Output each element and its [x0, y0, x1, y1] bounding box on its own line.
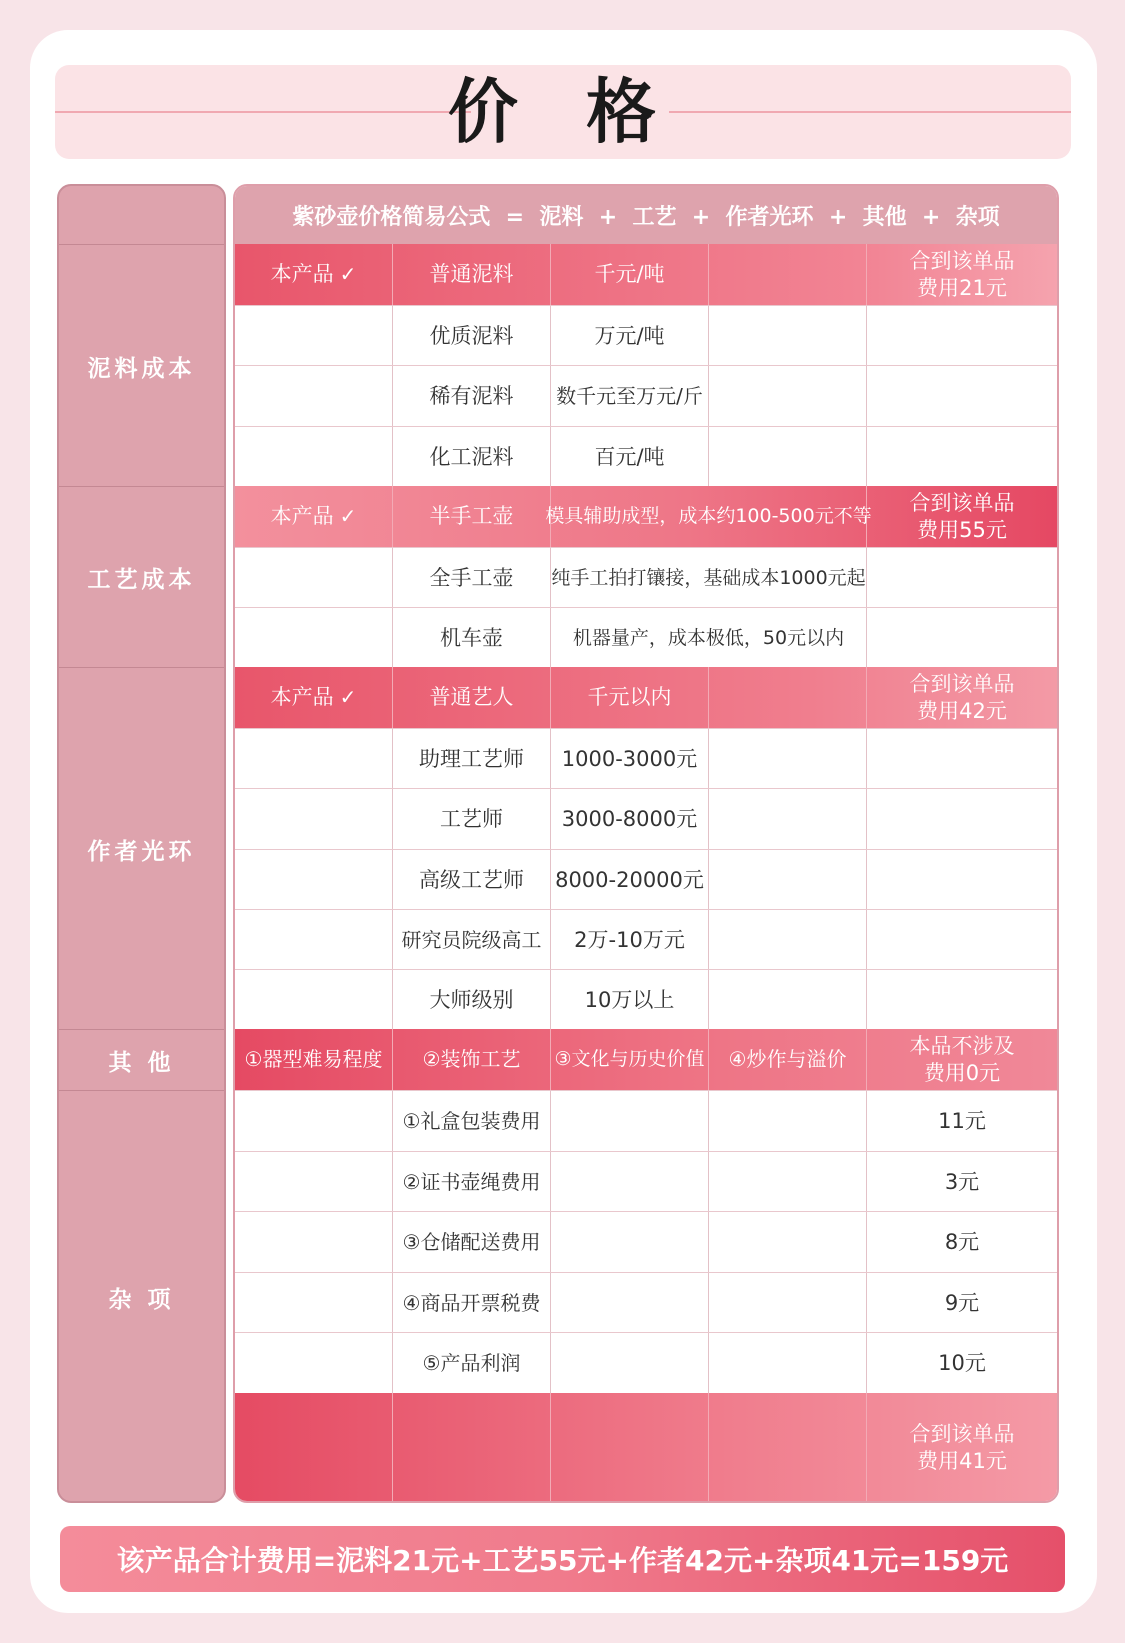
empty-cell: [709, 789, 867, 850]
empty-cell: [235, 729, 393, 789]
empty-cell: [551, 1152, 709, 1212]
craft-selected-row: [235, 486, 1057, 547]
empty-cell: [235, 1212, 393, 1273]
table-row: [235, 305, 1057, 366]
author-name: 高级工艺师: [393, 850, 551, 910]
empty-cell: [235, 1333, 393, 1394]
table-row: [235, 547, 1057, 608]
author-price: 8000-20000元: [551, 850, 709, 910]
empty-cell: [235, 608, 393, 668]
category-misc: 杂 项: [59, 1090, 224, 1503]
empty-cell: [709, 1273, 867, 1333]
other-item: ①器型难易程度: [235, 1029, 393, 1090]
author-price: 千元以内: [551, 667, 709, 728]
category-header-blank: [59, 186, 224, 244]
total-summary: 该产品合计费用=泥料21元+工艺55元+作者42元+杂项41元=159元: [60, 1526, 1065, 1592]
other-item: ④炒作与溢价: [709, 1029, 867, 1090]
craft-desc: 机器量产，成本极低，50元以内: [551, 608, 867, 668]
craft-fee-note: 合到该单品 费用55元: [909, 490, 1015, 542]
misc-fee: 11元: [938, 1109, 986, 1133]
misc-fee: 3元: [944, 1169, 980, 1194]
misc-name: ①礼盒包装费用: [393, 1091, 551, 1152]
empty-cell: [867, 548, 1057, 608]
empty-cell: [709, 1333, 867, 1394]
empty-cell: [551, 1393, 709, 1503]
empty-cell: [235, 1091, 393, 1152]
check-icon: ✓: [339, 504, 357, 528]
empty-cell: [709, 1212, 867, 1273]
author-selected-row: [235, 667, 1057, 728]
misc-name: ②证书壶绳费用: [393, 1152, 551, 1212]
empty-cell: [235, 1273, 393, 1333]
empty-cell: [709, 667, 867, 728]
category-author: 作者光环: [59, 667, 224, 1030]
author-name: 助理工艺师: [393, 729, 551, 789]
other-item: ③文化与历史价值: [551, 1029, 709, 1090]
craft-name: 全手工壶: [393, 548, 551, 608]
empty-cell: [235, 366, 393, 427]
empty-cell: [709, 306, 867, 366]
empty-cell: [235, 789, 393, 850]
misc-name: ③仓储配送费用: [393, 1212, 551, 1273]
product-label: 本产品: [270, 504, 334, 528]
clay-price: 数千元至万元/斤: [551, 366, 709, 427]
author-name: 普通艺人: [393, 667, 551, 728]
empty-cell: [709, 1091, 867, 1152]
author-price: 10万以上: [551, 970, 709, 1030]
empty-cell: [551, 1273, 709, 1333]
other-row: [235, 1029, 1057, 1090]
author-name: 大师级别: [393, 970, 551, 1030]
table-row: [235, 365, 1057, 427]
author-price: 2万-10万元: [551, 910, 709, 970]
table-row: [235, 728, 1057, 789]
table-row: [235, 1151, 1057, 1212]
misc-name: ⑤产品利润: [393, 1333, 551, 1394]
check-icon: ✓: [339, 685, 357, 709]
table-row: [235, 788, 1057, 850]
category-column: [57, 184, 226, 1503]
empty-cell: [867, 910, 1057, 970]
check-icon: ✓: [339, 262, 357, 286]
empty-cell: [709, 729, 867, 789]
table-row: [235, 426, 1057, 487]
author-name: 研究员院级高工: [393, 910, 551, 970]
page-title: 价 格: [447, 70, 679, 153]
empty-cell: [235, 910, 393, 970]
author-price: 3000-8000元: [551, 789, 709, 850]
product-label: 本产品: [270, 685, 334, 709]
price-table: [233, 184, 1059, 1503]
empty-cell: [393, 1393, 551, 1503]
empty-cell: [709, 850, 867, 910]
clay-name: 优质泥料: [393, 306, 551, 366]
title-band: [55, 65, 1071, 159]
product-marker-cell: [235, 244, 393, 305]
clay-name: 普通泥料: [393, 244, 551, 305]
empty-cell: [235, 548, 393, 608]
empty-cell: [867, 970, 1057, 1030]
empty-cell: [709, 366, 867, 427]
table-row: [235, 607, 1057, 668]
craft-desc: 纯手工拍打镶接，基础成本1000元起: [551, 548, 867, 608]
empty-cell: [235, 306, 393, 366]
category-other: 其 他: [59, 1029, 224, 1091]
misc-fee: 9元: [944, 1290, 980, 1315]
clay-selected-row: [235, 244, 1057, 305]
other-fee-note: 本品不涉及 费用0元: [909, 1033, 1015, 1085]
table-row: [235, 909, 1057, 970]
empty-cell: [551, 1333, 709, 1394]
misc-total-row: [235, 1393, 1057, 1503]
misc-fee-note: 合到该单品 费用41元: [909, 1422, 1015, 1473]
empty-cell: [709, 427, 867, 487]
misc-fee: 8元: [944, 1230, 980, 1254]
empty-cell: [235, 427, 393, 487]
author-name: 工艺师: [393, 789, 551, 850]
category-craft: 工艺成本: [59, 486, 224, 668]
product-marker-cell: [235, 486, 393, 547]
clay-name: 稀有泥料: [393, 366, 551, 427]
craft-name: 半手工壶: [393, 486, 551, 547]
table-row: [235, 1211, 1057, 1273]
misc-name: ④商品开票税费: [393, 1273, 551, 1333]
empty-cell: [867, 306, 1057, 366]
empty-cell: [709, 244, 867, 305]
empty-cell: [867, 608, 1057, 668]
product-label: 本产品: [270, 262, 334, 286]
empty-cell: [235, 970, 393, 1030]
category-clay: 泥料成本: [59, 244, 224, 487]
empty-cell: [235, 1393, 393, 1503]
clay-price: 万元/吨: [551, 306, 709, 366]
product-marker-cell: [235, 667, 393, 728]
empty-cell: [709, 1393, 867, 1503]
clay-price: 千元/吨: [551, 244, 709, 305]
craft-name: 机车壶: [393, 608, 551, 668]
table-row: [235, 1090, 1057, 1152]
empty-cell: [235, 850, 393, 910]
clay-name: 化工泥料: [393, 427, 551, 487]
empty-cell: [867, 850, 1057, 910]
table-row: [235, 1332, 1057, 1394]
empty-cell: [867, 789, 1057, 850]
table-row: [235, 849, 1057, 910]
clay-fee-note: 合到该单品 费用21元: [909, 248, 1015, 300]
table-row: [235, 969, 1057, 1030]
empty-cell: [867, 366, 1057, 427]
empty-cell: [709, 1152, 867, 1212]
empty-cell: [867, 427, 1057, 487]
empty-cell: [709, 970, 867, 1030]
misc-fee: 10元: [938, 1351, 986, 1375]
table-row: [235, 1272, 1057, 1333]
craft-desc: 模具辅助成型，成本约100-500元不等: [551, 486, 867, 547]
empty-cell: [867, 729, 1057, 789]
empty-cell: [709, 910, 867, 970]
author-price: 1000-3000元: [551, 729, 709, 789]
empty-cell: [235, 1152, 393, 1212]
author-fee-note: 合到该单品 费用42元: [909, 671, 1015, 723]
empty-cell: [551, 1212, 709, 1273]
empty-cell: [551, 1091, 709, 1152]
clay-price: 百元/吨: [551, 427, 709, 487]
other-item: ②装饰工艺: [393, 1029, 551, 1090]
formula-header: 紫砂壶价格简易公式 = 泥料 + 工艺 + 作者光环 + 其他 + 杂项: [235, 186, 1057, 244]
